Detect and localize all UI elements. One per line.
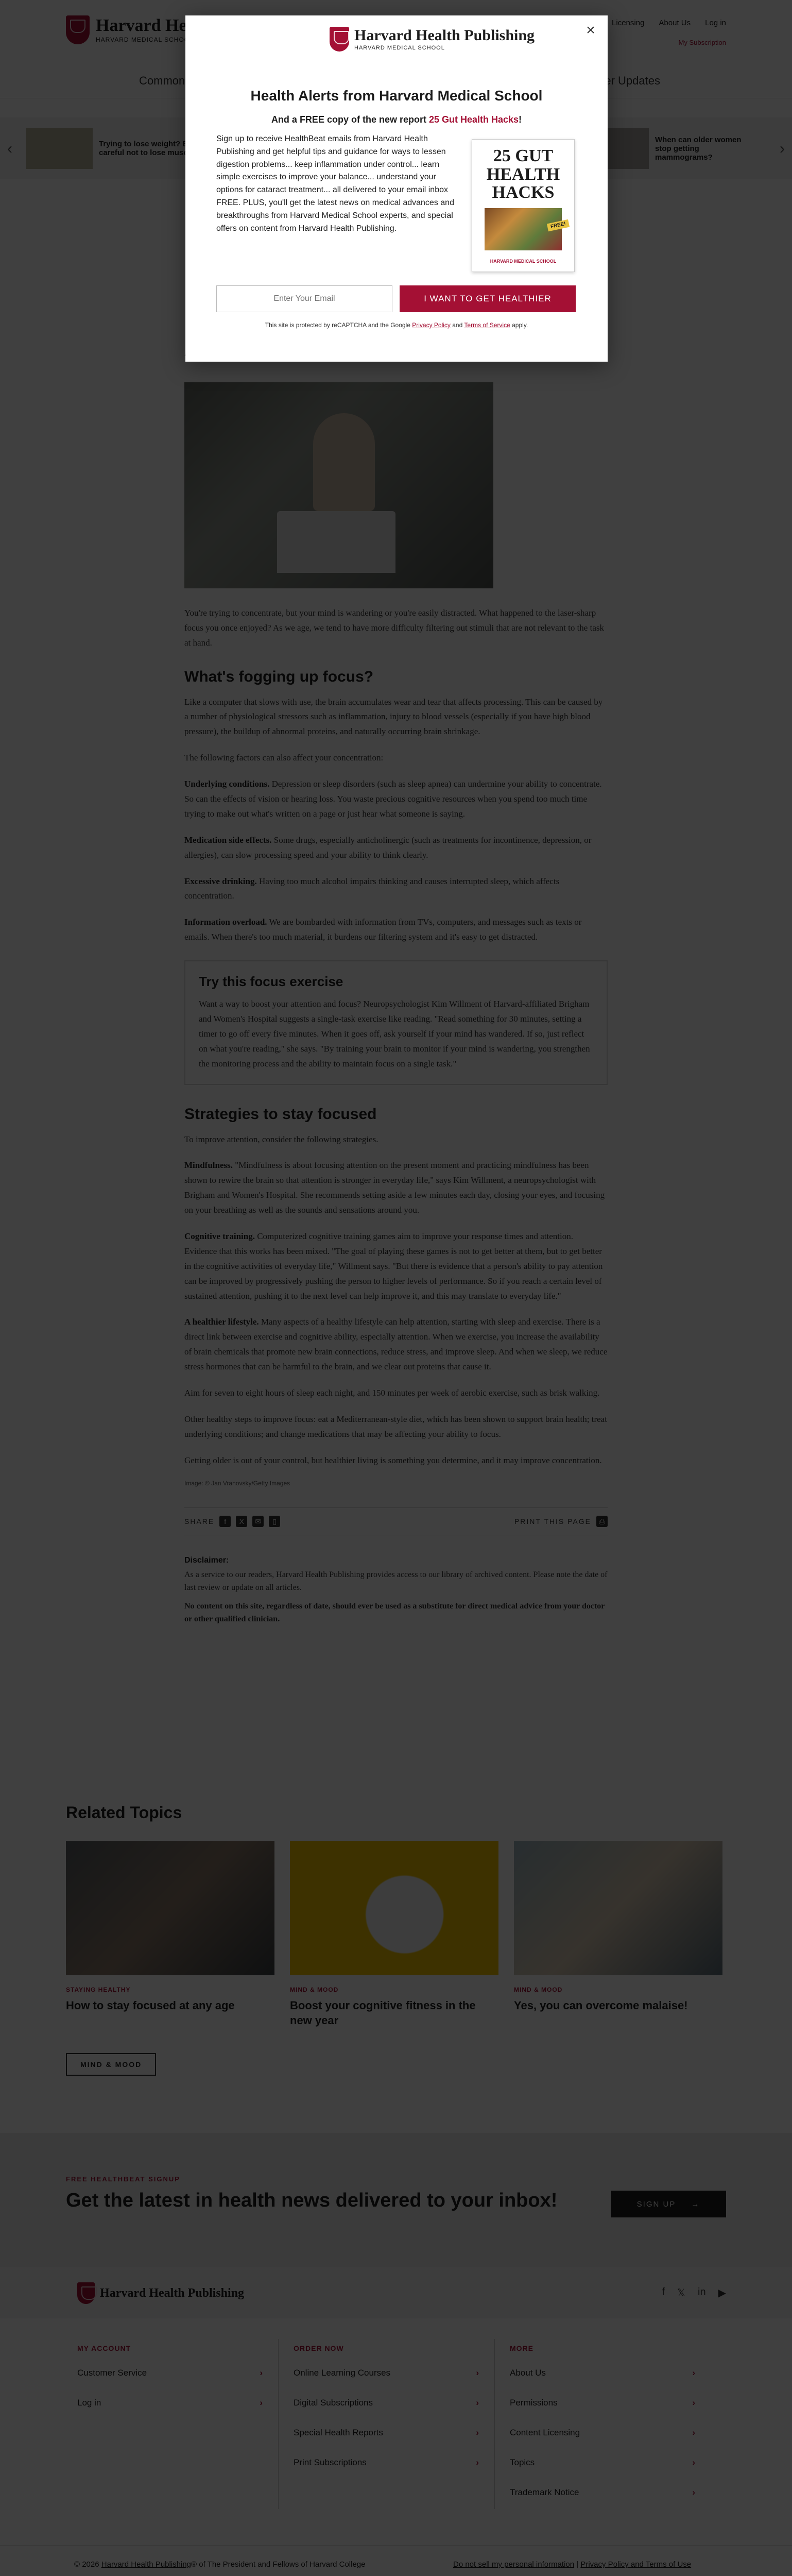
book-footer: HARVARD MEDICAL SCHOOL xyxy=(490,259,557,264)
terms-of-service-link[interactable]: Terms of Service xyxy=(464,321,510,329)
report-cover-image xyxy=(472,139,575,272)
close-icon[interactable]: × xyxy=(586,22,595,39)
signup-modal xyxy=(185,15,608,362)
privacy-policy-link[interactable]: Privacy Policy xyxy=(412,321,451,329)
modal-description: Sign up to receive HealthBeat emails from Harvard Health Publishing and get helpful tips and guidance for ways to lessen digestion problems... keep inflammation under control... learn simple exercises to improve your balance... understand your options for cataract treatment... all delivered to your email inbox FREE. PLUS, you'll get the latest news on medical advances and breakthroughs from Harvard Medical School experts, and special offers on content from Harvard Health Publishing. xyxy=(216,134,454,233)
modal-title: Health Alerts from Harvard Medical School xyxy=(250,88,543,104)
modal-offer: And a FREE copy of the new report 25 Gut Health Hacks! xyxy=(271,114,522,125)
get-healthier-button[interactable]: I WANT TO GET HEALTHIER xyxy=(400,285,576,312)
recaptcha-notice: This site is protected by reCAPTCHA and the Google Privacy Policy and Terms of Service apply. xyxy=(265,321,528,329)
modal-logo-subtitle: HARVARD MEDICAL SCHOOL xyxy=(354,44,445,51)
offer-highlight: 25 Gut Health Hacks xyxy=(428,114,519,125)
modal-logo xyxy=(330,27,535,52)
harvard-shield-icon xyxy=(330,27,349,52)
email-field[interactable] xyxy=(216,285,392,312)
modal-logo-title: Harvard Health Publishing xyxy=(354,26,535,44)
book-title: 25 GUT HEALTH HACKS xyxy=(486,146,560,202)
book-badge: FREE! xyxy=(547,219,570,231)
